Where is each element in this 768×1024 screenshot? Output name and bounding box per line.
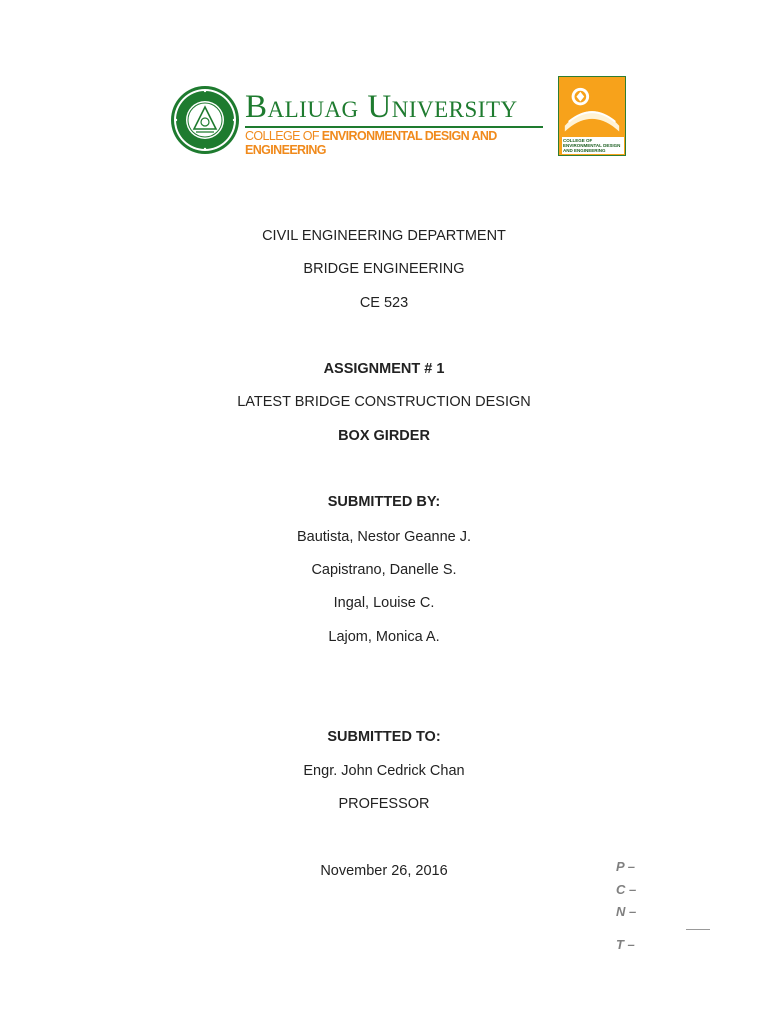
assignment-subtopic: BOX GIRDER (338, 428, 430, 444)
submitter-name: Ingal, Louise C. (333, 595, 435, 611)
side-rule-divider (686, 929, 710, 930)
subject-line: BRIDGE ENGINEERING (303, 261, 465, 277)
side-letter: P – (616, 859, 636, 874)
submitted-to-label: SUBMITTED TO: (327, 729, 441, 745)
side-letter: N – (616, 904, 637, 919)
side-letter: C – (616, 882, 637, 897)
university-seal-logo (170, 85, 240, 155)
submission-date: November 26, 2016 (320, 863, 448, 879)
course-code-line: CE 523 (359, 295, 409, 311)
assignment-label: ASSIGNMENT # 1 (323, 361, 445, 377)
professor-name: Engr. John Cedrick Chan (303, 763, 465, 779)
submitted-by-label: SUBMITTED BY: (327, 494, 441, 510)
professor-title: PROFESSOR (338, 796, 430, 812)
university-name: Baliuag University (245, 89, 518, 125)
college-prefix: COLLEGE OF (245, 129, 319, 143)
submitter-name: Lajom, Monica A. (328, 629, 440, 645)
side-letter: T – (616, 937, 635, 952)
department-line: CIVIL ENGINEERING DEPARTMENT (262, 228, 506, 244)
college-name-line-2: ENGINEERING (245, 143, 326, 157)
college-logo (558, 76, 626, 156)
submitter-name: Bautista, Nestor Geanne J. (296, 529, 472, 545)
university-wordmark (245, 90, 545, 156)
college-logo-caption: COLLEGE OF ENVIRONMENTAL DESIGN AND ENGINEERING (562, 137, 624, 154)
assignment-topic: LATEST BRIDGE CONSTRUCTION DESIGN (237, 394, 531, 410)
college-name-line-1 (245, 130, 545, 142)
submitter-name: Capistrano, Danelle S. (311, 562, 457, 578)
brand-divider (245, 126, 543, 128)
college-name-rest: ENVIRONMENTAL DESIGN AND (321, 129, 497, 143)
